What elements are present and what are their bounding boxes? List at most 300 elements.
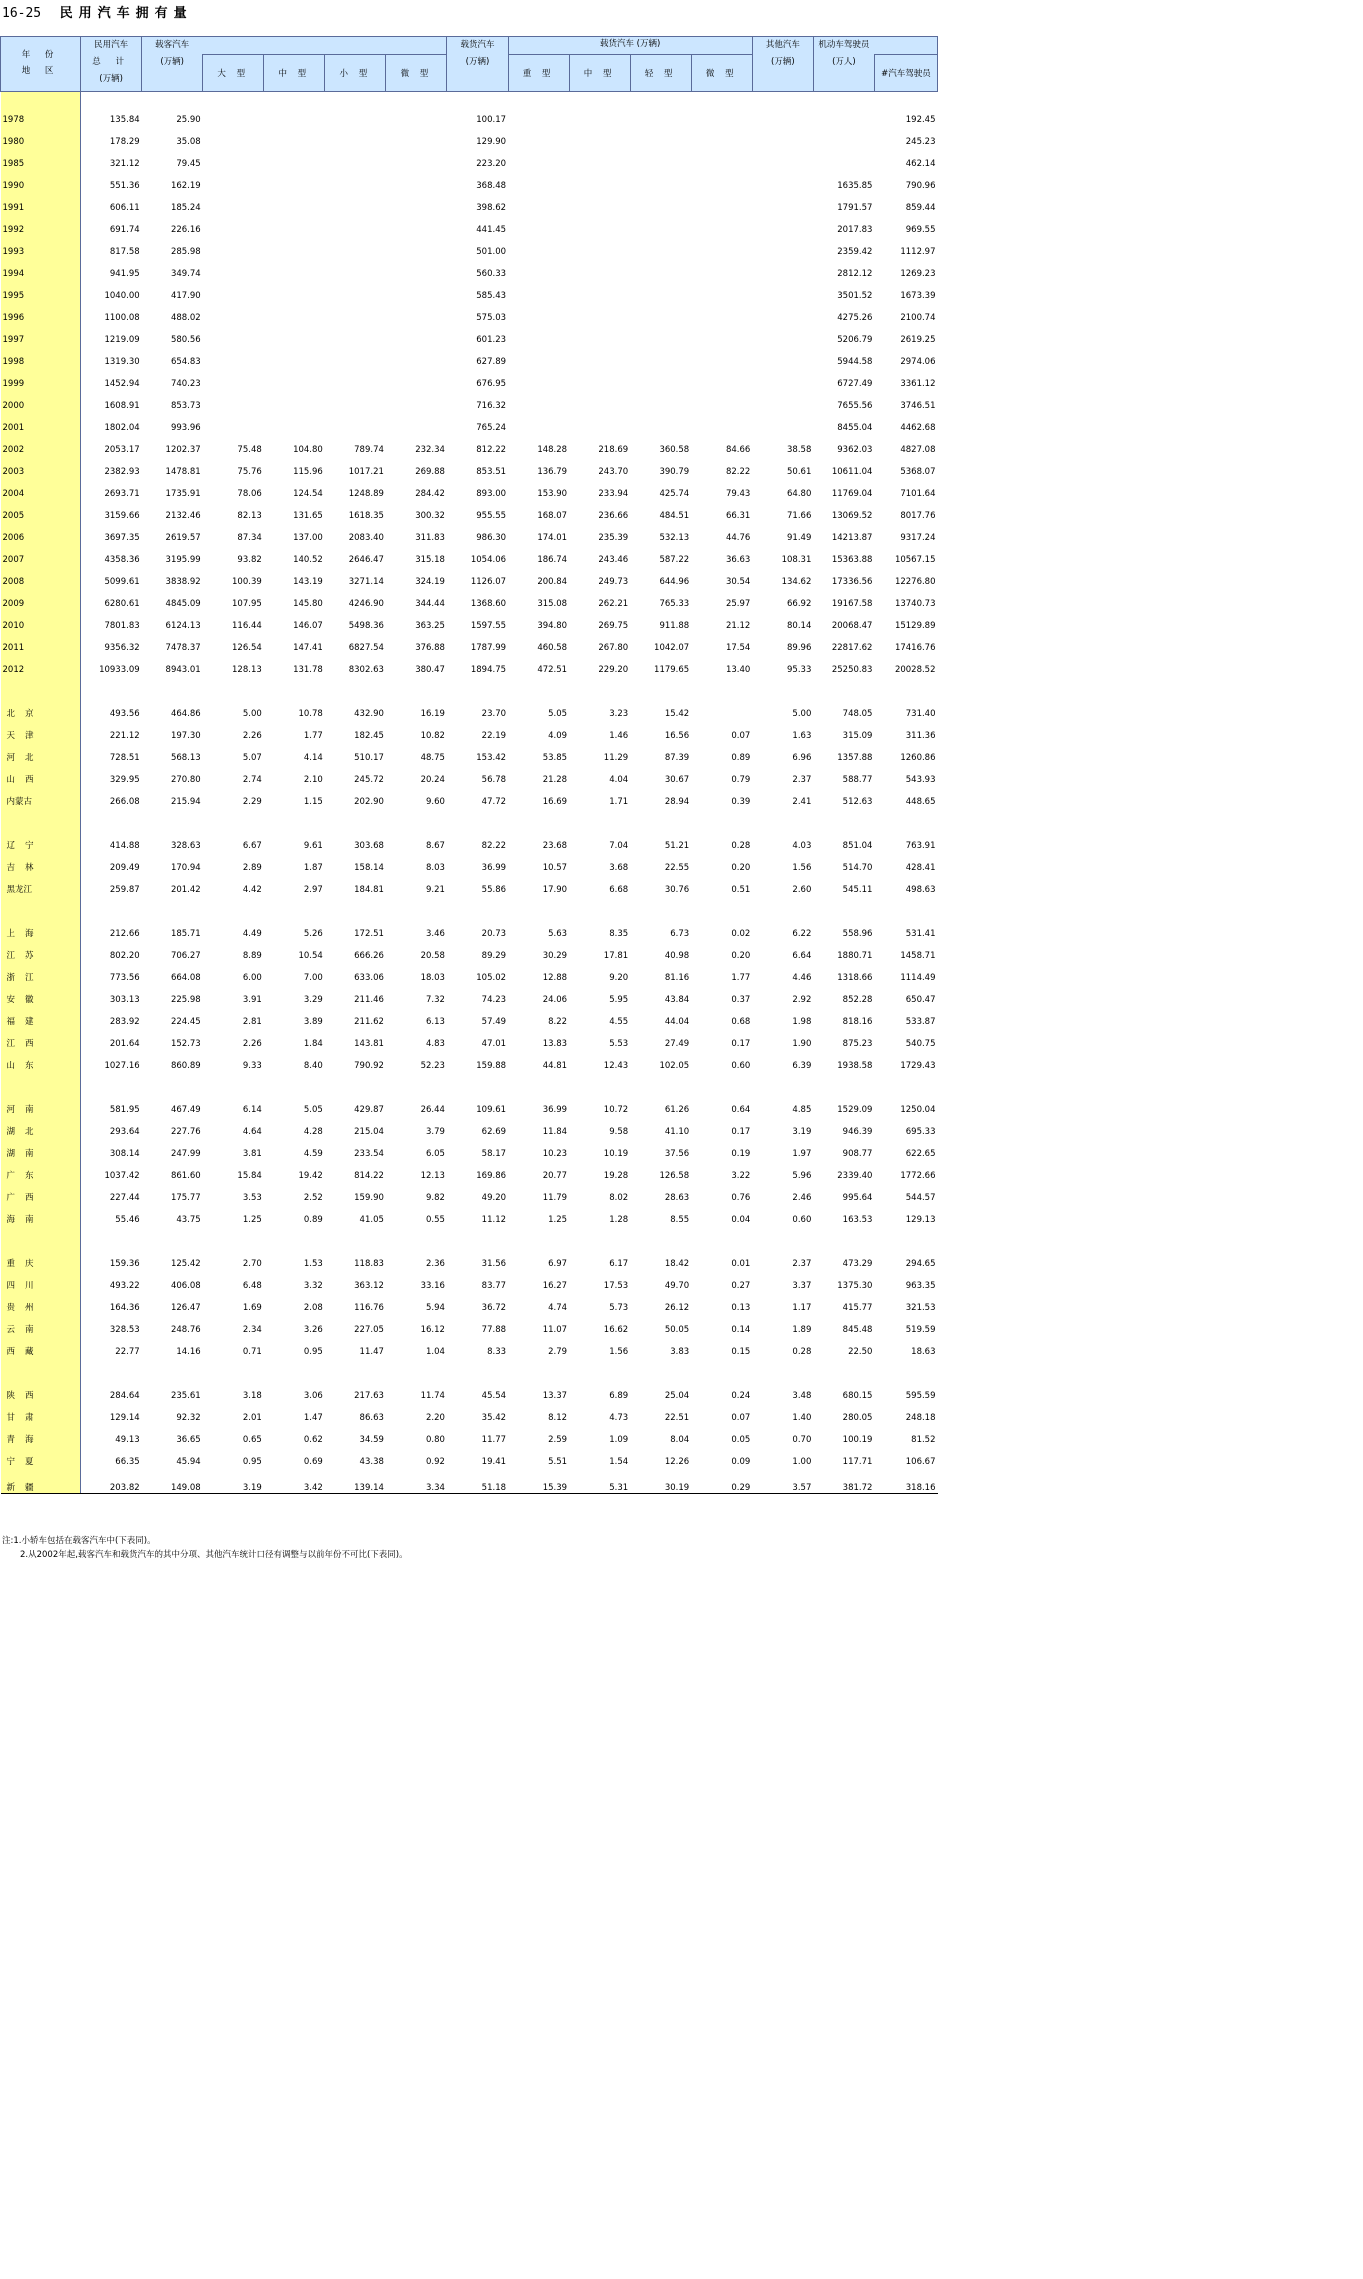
cell-value: 15129.89 <box>894 621 936 631</box>
cell-value: 4.73 <box>609 1413 629 1423</box>
region-row <box>1 1203 938 1225</box>
cell-value <box>630 147 691 169</box>
cell-value <box>264 323 325 345</box>
cell-value: 235.61 <box>170 1391 201 1401</box>
cell-value: 49.13 <box>115 1435 140 1445</box>
cell-value: 0.07 <box>731 731 751 741</box>
cell-value: 1787.99 <box>470 643 507 653</box>
region-row <box>1 1401 938 1423</box>
cell-value: 5.73 <box>609 1303 629 1313</box>
cell-value: 139.14 <box>325 1467 386 1494</box>
cell-value <box>569 147 630 169</box>
cell-value: 126.54 <box>232 643 262 653</box>
cell-value: 92.32 <box>176 1413 201 1423</box>
cell-value: 79.43 <box>725 489 751 499</box>
cell-value: 9.61 <box>303 841 323 851</box>
cell-value: 8.33 <box>487 1347 507 1357</box>
cell-value: 11.77 <box>481 1435 507 1445</box>
row-label: 1999 <box>1 367 81 389</box>
cell-value: 969.55 <box>905 225 936 235</box>
cell-value: 560.33 <box>476 269 507 279</box>
cell-value: 851.04 <box>842 841 873 851</box>
cell-value: 2.52 <box>303 1193 323 1203</box>
cell-value: 36.99 <box>542 1105 568 1115</box>
year-row <box>1 455 938 477</box>
cell-value: 2359.42 <box>837 247 873 257</box>
cell-value: 164.36 <box>109 1303 140 1313</box>
cell-value: 6.89 <box>609 1391 629 1401</box>
cell-value: 217.63 <box>354 1391 384 1401</box>
cell-value: 20.24 <box>420 775 445 785</box>
cell-value <box>752 169 813 191</box>
cell-value: 45.54 <box>481 1391 507 1401</box>
cell-value: 551.36 <box>109 181 140 191</box>
cell-value: 8.40 <box>303 1061 323 1071</box>
cell-value: 9.33 <box>242 1061 262 1071</box>
cell-value: 12.26 <box>664 1457 690 1467</box>
row-label: 1994 <box>1 257 81 279</box>
region-row <box>1 1423 938 1445</box>
cell-value: 1729.43 <box>900 1061 936 1071</box>
row-label: 2006 <box>1 521 81 543</box>
spacer-row <box>1 1357 938 1379</box>
cell-value: 134.62 <box>781 577 812 587</box>
cell-value: 11.12 <box>481 1215 507 1225</box>
cell-value: 8.22 <box>548 1017 568 1027</box>
cell-value: 328.63 <box>170 841 201 851</box>
cell-value <box>325 279 386 301</box>
cell-value: 186.74 <box>537 555 568 565</box>
cell-value: 22.50 <box>848 1347 873 1357</box>
cell-value: 568.13 <box>170 753 201 763</box>
cell-value: 0.19 <box>731 1149 751 1159</box>
cell-value: 249.73 <box>598 577 629 587</box>
spacer-row <box>1 1225 938 1247</box>
cell-value: 1.40 <box>792 1413 812 1423</box>
region-row <box>1 1313 938 1335</box>
other-header: 其他汽车 (万辆) <box>752 37 813 92</box>
cell-value: 80.14 <box>787 621 812 631</box>
cell-value: 6.05 <box>426 1149 445 1159</box>
cell-value <box>630 213 691 235</box>
cell-value: 6.48 <box>242 1281 262 1291</box>
cell-value: 315.09 <box>842 731 873 741</box>
cell-value: 294.65 <box>905 1259 936 1269</box>
cell-value: 908.77 <box>842 1149 873 1159</box>
cell-value: 5498.36 <box>348 621 384 631</box>
cell-value: 328.53 <box>109 1325 140 1335</box>
cell-value: 1037.42 <box>104 1171 140 1181</box>
year-row <box>1 367 938 389</box>
cell-value: 2.01 <box>242 1413 262 1423</box>
cell-value: 1260.86 <box>900 753 936 763</box>
cell-value: 853.73 <box>170 401 201 411</box>
region-row <box>1 763 938 785</box>
cell-value: 1478.81 <box>165 467 201 477</box>
cell-value <box>691 301 752 323</box>
row-label: 2012 <box>1 653 81 675</box>
cell-value: 235.39 <box>598 533 629 543</box>
region-row <box>1 1093 938 1115</box>
cell-value <box>325 191 386 213</box>
cell-value: 0.07 <box>731 1413 751 1423</box>
cell-value: 8.89 <box>242 951 262 961</box>
cell-value: 163.53 <box>842 1215 873 1225</box>
row-label: 贵州 <box>1 1291 81 1313</box>
cell-value: 0.01 <box>731 1259 751 1269</box>
row-label: 2000 <box>1 389 81 411</box>
cell-value <box>325 235 386 257</box>
cell-value: 11.84 <box>542 1127 568 1137</box>
cell-value: 129.90 <box>476 137 507 147</box>
cell-value <box>630 257 691 279</box>
cell-value: 644.96 <box>659 577 690 587</box>
cell-value: 406.08 <box>170 1281 201 1291</box>
cell-value: 74.23 <box>481 995 507 1005</box>
cell-value <box>203 235 264 257</box>
truck-mini-header: 微 型 <box>691 55 752 92</box>
cell-value: 853.51 <box>476 467 507 477</box>
cell-value: 227.44 <box>109 1193 140 1203</box>
cell-value: 233.94 <box>598 489 629 499</box>
cell-value: 595.59 <box>905 1391 936 1401</box>
cell-value: 501.00 <box>476 247 507 257</box>
cell-value <box>569 92 630 126</box>
cell-value <box>386 191 447 213</box>
cell-value: 818.16 <box>842 1017 873 1027</box>
region-row <box>1 1005 938 1027</box>
cell-value <box>203 411 264 433</box>
cell-value: 229.20 <box>598 665 629 675</box>
year-row <box>1 147 938 169</box>
cell-value: 16.19 <box>420 709 445 719</box>
cell-value: 3.79 <box>426 1127 445 1137</box>
cell-value: 1.89 <box>792 1325 812 1335</box>
table-title: 民用汽车拥有量 <box>59 6 193 21</box>
cell-value: 21.12 <box>725 621 751 631</box>
cell-value: 16.27 <box>542 1281 568 1291</box>
cell-value: 202.90 <box>354 797 384 807</box>
cell-value: 13.83 <box>542 1039 568 1049</box>
cell-value: 13740.73 <box>894 599 936 609</box>
cell-value: 126.58 <box>659 1171 690 1181</box>
cell-value: 318.16 <box>874 1467 937 1494</box>
cell-value: 9.20 <box>609 973 629 983</box>
passenger-header: 载客汽车 (万辆) <box>142 37 203 92</box>
cell-value <box>813 92 874 126</box>
cell-value: 5.26 <box>303 929 323 939</box>
cell-value: 0.20 <box>731 951 751 961</box>
cell-value <box>630 411 691 433</box>
cell-value: 0.95 <box>303 1347 323 1357</box>
cell-value: 8.04 <box>670 1435 690 1445</box>
cell-value: 232.34 <box>415 445 445 455</box>
year-row <box>1 543 938 565</box>
cell-value: 2.92 <box>792 995 812 1005</box>
region-row <box>1 1049 938 1071</box>
cell-value: 585.43 <box>476 291 507 301</box>
row-label: 辽宁 <box>1 829 81 851</box>
cell-value: 510.17 <box>354 753 384 763</box>
cell-value <box>386 345 447 367</box>
cell-value: 30.29 <box>542 951 568 961</box>
cell-value: 627.89 <box>476 357 507 367</box>
cell-value: 1.09 <box>609 1435 629 1445</box>
region-row <box>1 1115 938 1137</box>
cell-value <box>569 125 630 147</box>
cell-value: 36.63 <box>725 555 751 565</box>
cell-value <box>752 125 813 147</box>
cell-value: 25.04 <box>664 1391 690 1401</box>
cell-value: 6.14 <box>242 1105 262 1115</box>
row-label: 1998 <box>1 345 81 367</box>
cell-value: 201.64 <box>109 1039 140 1049</box>
cell-value: 315.08 <box>537 599 568 609</box>
cell-value: 11.74 <box>420 1391 445 1401</box>
cell-value: 9356.32 <box>104 643 140 653</box>
cell-value: 467.49 <box>170 1105 201 1115</box>
row-label: 河南 <box>1 1093 81 1115</box>
cell-value: 17.54 <box>725 643 751 653</box>
cell-value: 147.41 <box>293 643 323 653</box>
cell-value: 86.63 <box>359 1413 384 1423</box>
cell-value: 2812.12 <box>837 269 873 279</box>
cell-value: 129.14 <box>109 1413 140 1423</box>
row-label: 湖北 <box>1 1115 81 1137</box>
year-row <box>1 213 938 235</box>
cell-value: 6.97 <box>548 1259 568 1269</box>
cell-value <box>691 697 752 719</box>
cell-value: 293.64 <box>109 1127 140 1137</box>
year-row <box>1 521 938 543</box>
cell-value: 3.53 <box>242 1193 262 1203</box>
cell-value: 5.05 <box>548 709 568 719</box>
cell-value: 201.42 <box>170 885 201 895</box>
cell-value: 1791.57 <box>837 203 873 213</box>
cell-value: 11.79 <box>542 1193 568 1203</box>
cell-value: 493.56 <box>109 709 140 719</box>
cell-value <box>508 125 569 147</box>
truck-group-header: 载货汽车 (万辆) <box>508 37 752 55</box>
cell-value: 3.06 <box>303 1391 323 1401</box>
cell-value: 3.57 <box>752 1467 813 1494</box>
cell-value: 224.45 <box>170 1017 201 1027</box>
cell-value: 10933.09 <box>99 665 140 675</box>
cell-value: 1.53 <box>303 1259 323 1269</box>
cell-value: 159.90 <box>354 1193 384 1203</box>
cell-value: 245.72 <box>354 775 384 785</box>
cell-value: 58.17 <box>481 1149 507 1159</box>
cell-value: 6.13 <box>426 1017 445 1027</box>
cell-value: 225.98 <box>170 995 201 1005</box>
truck-medium-header: 中 型 <box>569 55 630 92</box>
cell-value: 184.81 <box>354 885 384 895</box>
cell-value: 0.71 <box>242 1347 262 1357</box>
cell-value <box>630 169 691 191</box>
cell-value: 7801.83 <box>104 621 140 631</box>
cell-value: 100.39 <box>232 577 262 587</box>
cell-value: 0.60 <box>792 1215 812 1225</box>
cell-value <box>264 235 325 257</box>
cell-value: 303.68 <box>354 841 384 851</box>
passenger-large-header: 大 型 <box>203 55 264 92</box>
cell-value: 417.90 <box>170 291 201 301</box>
cell-value: 182.45 <box>354 731 384 741</box>
cell-value <box>752 345 813 367</box>
cell-value: 124.54 <box>293 489 323 499</box>
cell-value: 324.19 <box>415 577 445 587</box>
cell-value: 81.52 <box>911 1435 936 1445</box>
cell-value: 9362.03 <box>837 445 873 455</box>
cell-value: 10.23 <box>542 1149 568 1159</box>
cell-value: 19.41 <box>481 1457 507 1467</box>
region-row <box>1 1181 938 1203</box>
cell-value: 716.32 <box>476 401 507 411</box>
cell-value: 35.08 <box>176 137 201 147</box>
cell-value: 158.14 <box>354 863 384 873</box>
row-label: 陕西 <box>1 1379 81 1401</box>
cell-value: 1608.91 <box>104 401 140 411</box>
cell-value: 0.24 <box>731 1391 751 1401</box>
cell-value: 51.18 <box>447 1467 508 1494</box>
region-row <box>1 917 938 939</box>
cell-value: 4.59 <box>303 1149 323 1159</box>
cell-value: 209.49 <box>109 863 140 873</box>
cell-value: 211.62 <box>354 1017 384 1027</box>
truck-heavy-header: 重 型 <box>508 55 569 92</box>
cell-value: 10.57 <box>542 863 568 873</box>
cell-value: 36.99 <box>481 863 507 873</box>
cell-value: 2.60 <box>792 885 812 895</box>
cell-value: 6.17 <box>609 1259 629 1269</box>
cell-value: 1458.71 <box>900 951 936 961</box>
cell-value: 4.14 <box>303 753 323 763</box>
cell-value: 64.80 <box>787 489 812 499</box>
cell-value: 0.17 <box>731 1039 751 1049</box>
cell-value: 3838.92 <box>165 577 201 587</box>
cell-value: 3195.99 <box>165 555 201 565</box>
cell-value: 1202.37 <box>165 445 201 455</box>
region-row <box>1 1291 938 1313</box>
cell-value: 3.29 <box>303 995 323 1005</box>
cell-value: 303.13 <box>109 995 140 1005</box>
cell-value: 9317.24 <box>900 533 936 543</box>
cell-value: 2.20 <box>426 1413 445 1423</box>
cell-value: 61.26 <box>664 1105 690 1115</box>
cell-value <box>386 323 447 345</box>
passenger-mini-header: 微 型 <box>386 55 447 92</box>
year-region-header: 年 份 地 区 <box>1 37 81 92</box>
cell-value: 34.59 <box>359 1435 384 1445</box>
cell-value <box>508 389 569 411</box>
cell-value: 1114.49 <box>900 973 936 983</box>
region-row <box>1 939 938 961</box>
cell-value <box>569 257 630 279</box>
cell-value: 587.22 <box>659 555 690 565</box>
cell-value: 30.54 <box>725 577 751 587</box>
cell-value: 20028.52 <box>894 665 936 675</box>
cell-value: 3.91 <box>242 995 262 1005</box>
cell-value: 1250.04 <box>900 1105 936 1115</box>
row-label: 2011 <box>1 631 81 653</box>
region-row <box>1 1247 938 1269</box>
cell-value: 19167.58 <box>831 599 873 609</box>
cell-value: 363.25 <box>415 621 445 631</box>
cell-value: 1368.60 <box>470 599 507 609</box>
cell-value: 106.67 <box>905 1457 936 1467</box>
cell-value: 1375.30 <box>837 1281 873 1291</box>
cell-value: 1.56 <box>609 1347 629 1357</box>
year-row <box>1 411 938 433</box>
row-label: 2008 <box>1 565 81 587</box>
cell-value: 221.12 <box>109 731 140 741</box>
row-label: 1978 <box>1 92 81 126</box>
cell-value: 146.07 <box>293 621 323 631</box>
cell-value: 159.88 <box>476 1061 507 1071</box>
footnotes <box>2 1534 932 1562</box>
cell-value: 3.42 <box>264 1467 325 1494</box>
cell-value: 484.51 <box>659 511 690 521</box>
cell-value: 22.55 <box>664 863 690 873</box>
cell-value: 0.14 <box>731 1325 751 1335</box>
cell-value: 802.20 <box>109 951 140 961</box>
cell-value <box>752 367 813 389</box>
cell-value: 13.40 <box>725 665 751 675</box>
cell-value: 1269.23 <box>900 269 936 279</box>
cell-value: 41.10 <box>664 1127 690 1137</box>
cell-value <box>752 191 813 213</box>
cell-value: 17.53 <box>603 1281 629 1291</box>
cell-value: 5.95 <box>609 995 629 1005</box>
cell-value: 2.46 <box>792 1193 812 1203</box>
cell-value <box>203 92 264 126</box>
cell-value <box>630 92 691 126</box>
cell-value: 311.36 <box>905 731 936 741</box>
cell-value: 1.87 <box>303 863 323 873</box>
cell-value: 10.72 <box>603 1105 629 1115</box>
cell-value: 170.94 <box>170 863 201 873</box>
year-row <box>1 279 938 301</box>
passenger-group-header <box>203 37 447 55</box>
cell-value: 493.22 <box>109 1281 140 1291</box>
cell-value <box>203 279 264 301</box>
cell-value: 1.77 <box>303 731 323 741</box>
row-label: 1980 <box>1 125 81 147</box>
cell-value: 44.76 <box>725 533 751 543</box>
cell-value: 0.39 <box>731 797 751 807</box>
cell-value: 79.45 <box>176 159 201 169</box>
cell-value: 30.67 <box>664 775 690 785</box>
cell-value <box>386 235 447 257</box>
cell-value: 2.79 <box>548 1347 568 1357</box>
cell-value <box>630 345 691 367</box>
cell-value: 8017.76 <box>900 511 936 521</box>
cell-value: 243.70 <box>598 467 629 477</box>
cell-value: 15.42 <box>664 709 690 719</box>
region-row <box>1 1269 938 1291</box>
cell-value: 5.51 <box>548 1457 568 1467</box>
cell-value <box>569 169 630 191</box>
cell-value: 1.69 <box>242 1303 262 1313</box>
cell-value: 0.37 <box>731 995 751 1005</box>
year-row <box>1 389 938 411</box>
cell-value: 2693.71 <box>104 489 140 499</box>
cell-value: 28.94 <box>664 797 690 807</box>
cell-value: 10.19 <box>603 1149 629 1159</box>
cell-value: 7.00 <box>303 973 323 983</box>
cell-value: 4.74 <box>548 1303 568 1313</box>
cell-value: 5.63 <box>548 929 568 939</box>
